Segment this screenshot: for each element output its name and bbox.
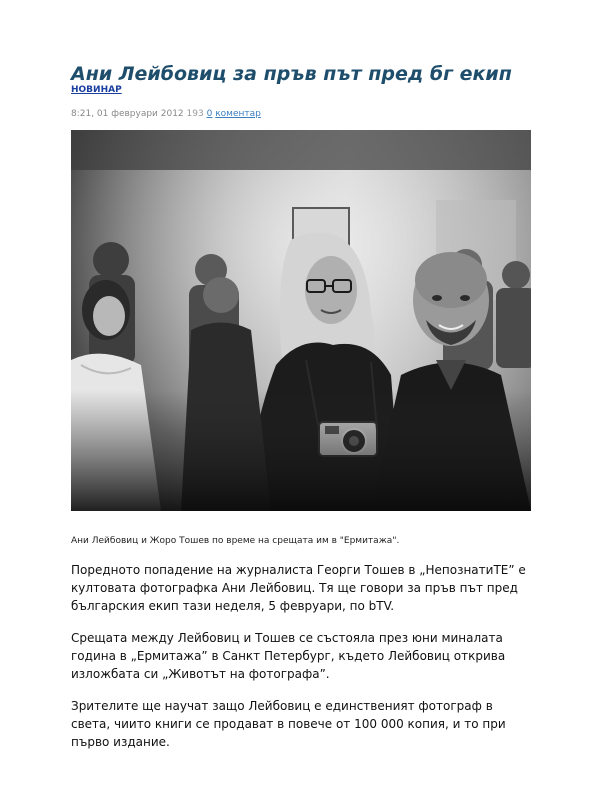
article-meta	[71, 108, 531, 120]
publish-datetime: 8:21, 01 февруари 2012	[71, 109, 184, 119]
photo-caption: Ани Лейбовиц и Жоро Тошев по време на срещата им в "Ермитажа".	[71, 536, 400, 546]
article-paragraph: Срещата между Лейбовиц и Тошев се състояла през юни миналата година в „Ермитажа” в Санкт Петербург, където Лейбовиц открива изложбата си „Животът на фотографа”.	[71, 631, 506, 681]
article-photo	[71, 130, 531, 511]
comments-count-link[interactable]: 0	[206, 109, 213, 119]
article-paragraph: Зрителите ще научат защо Лейбовиц е единственият фотограф в света, чиито книги се продават в повече от 100 000 копия, и то при първо издание.	[71, 699, 506, 749]
category-link[interactable]: НОВИНАР	[71, 85, 122, 95]
view-count: 193	[186, 109, 204, 119]
article-paragraph: Поредното попадение на журналиста Георги Тошев в „НепознатиТЕ” е култовата фотографка Ани Лейбовиц. Тя ще говори за пръв път пред българския екип тази неделя, 5 февруари, по bTV.	[71, 563, 526, 613]
article	[71, 62, 531, 751]
article-title: Ани Лейбовиц за пръв път пред бг екип	[71, 63, 512, 85]
comments-label-link[interactable]: коментар	[215, 109, 261, 119]
